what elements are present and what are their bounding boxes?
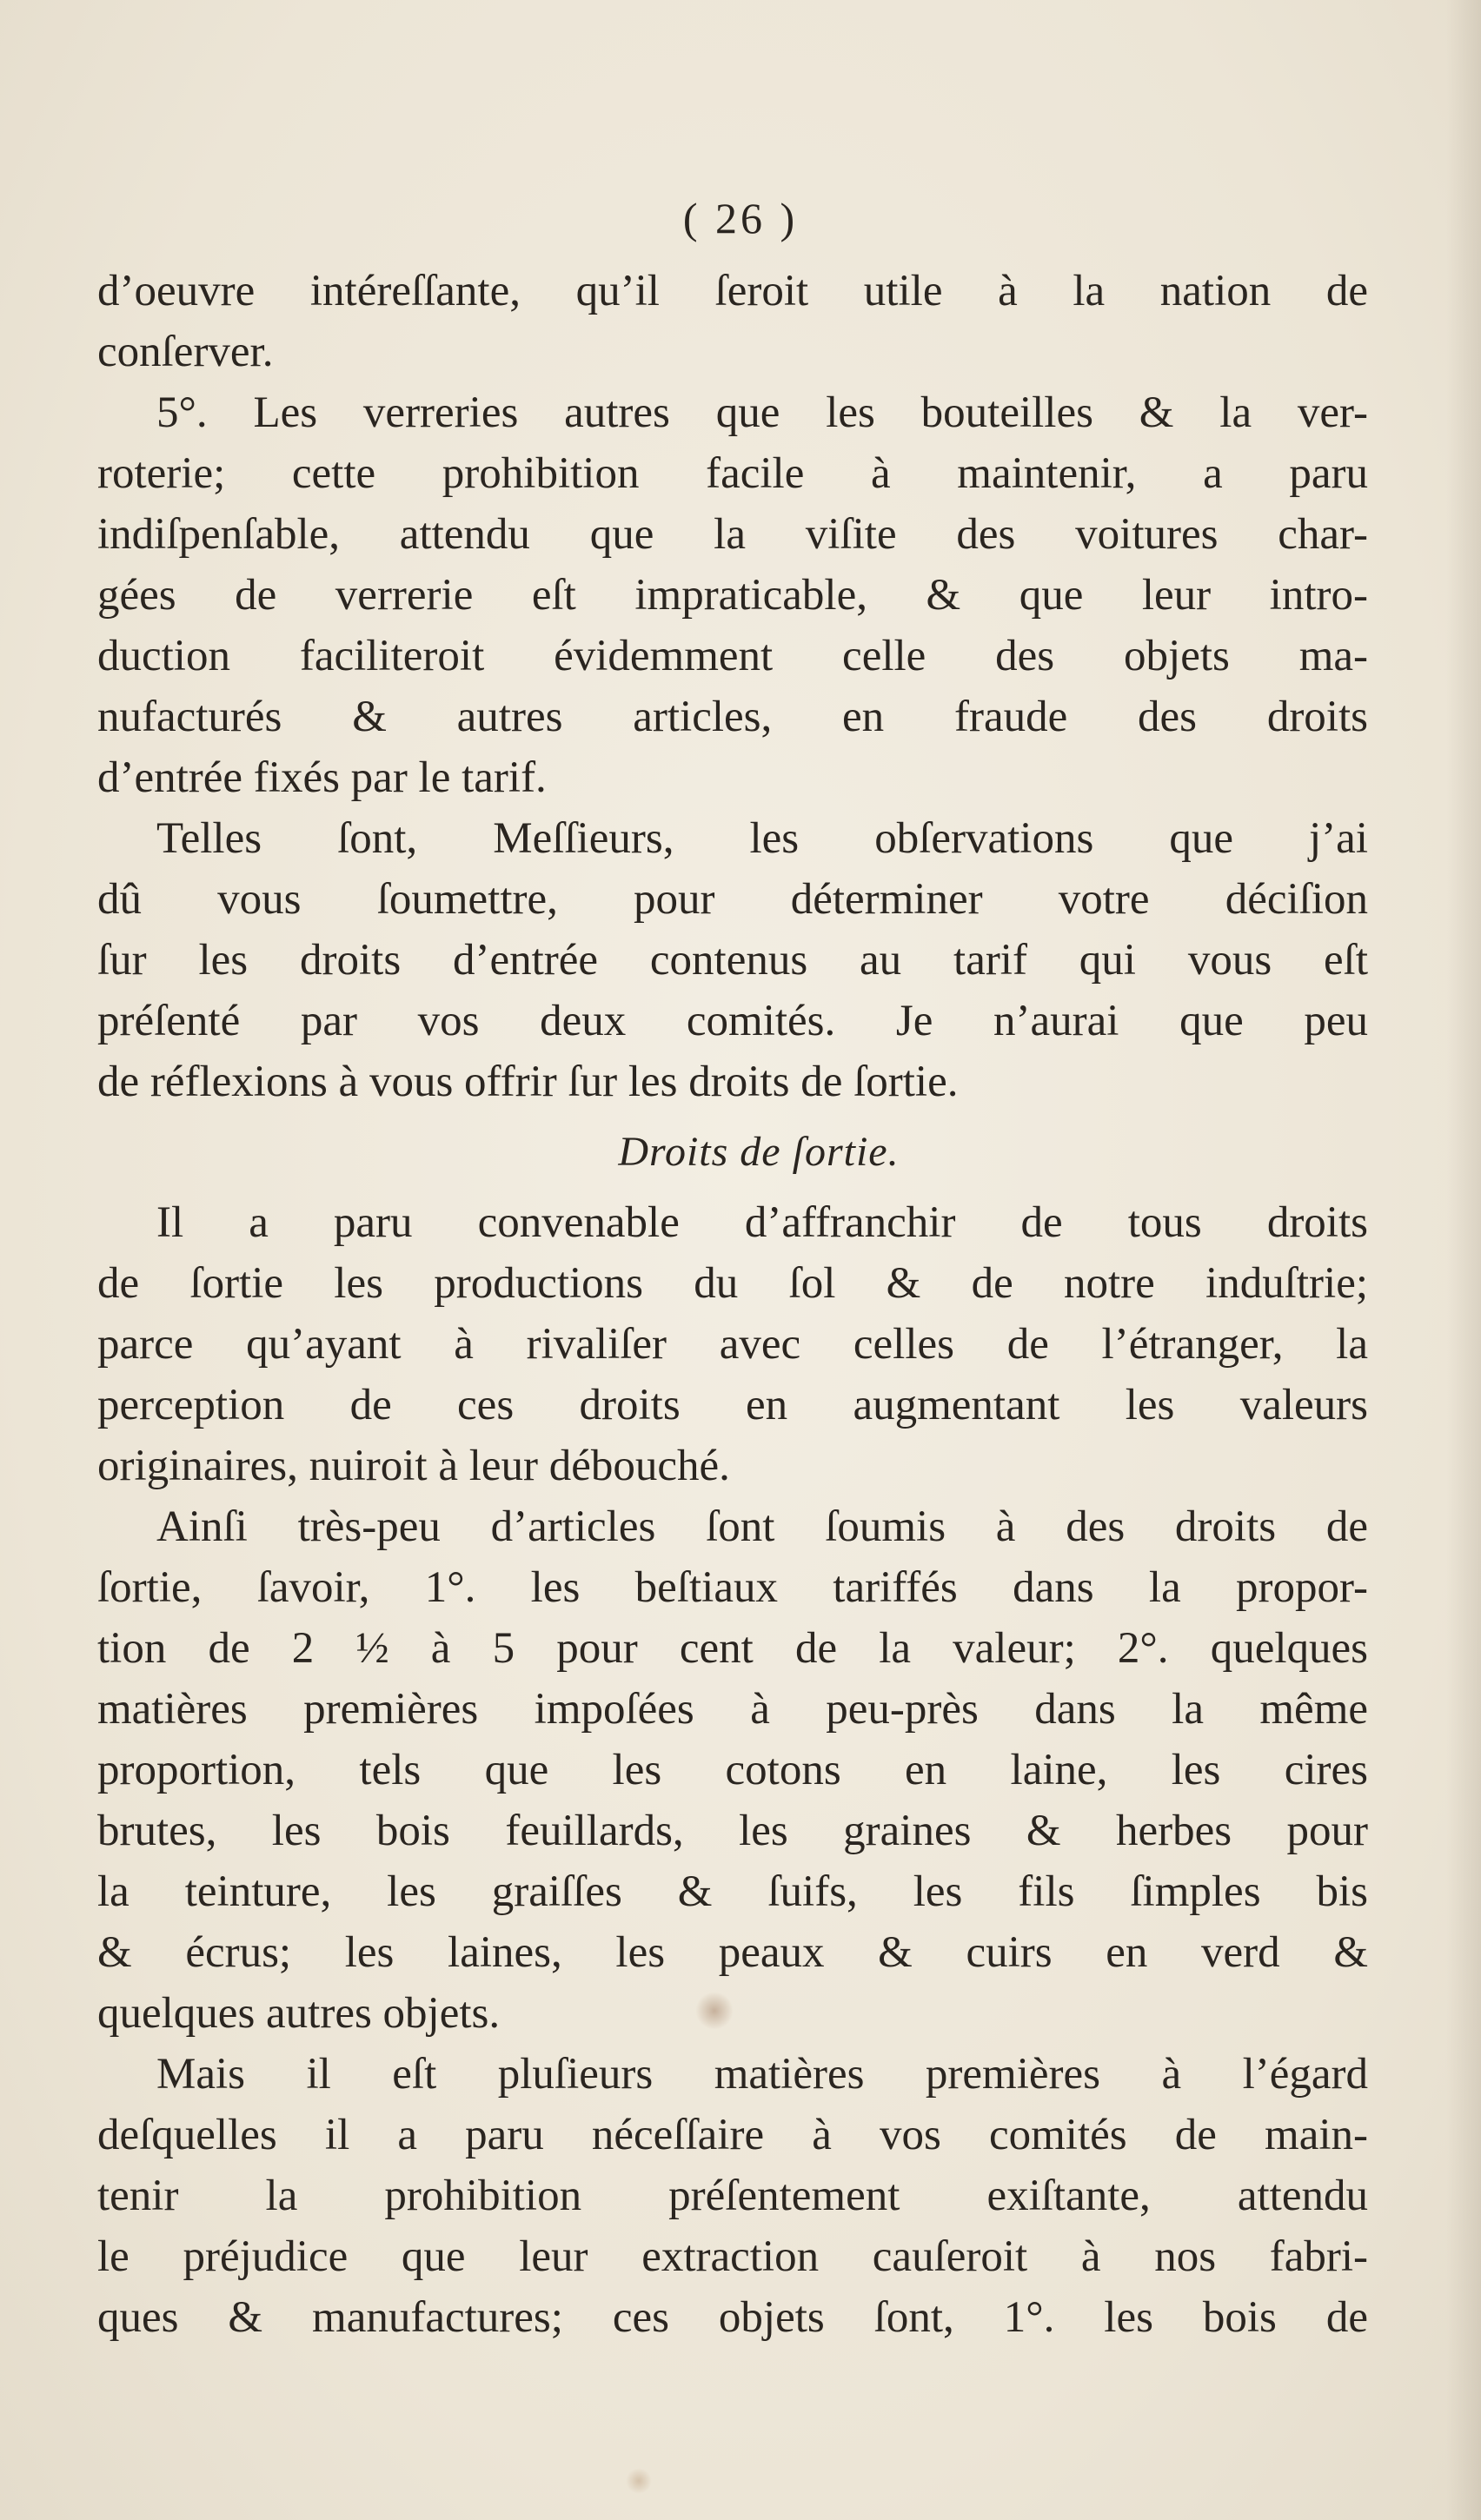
paper-foxing-spot bbox=[626, 2468, 652, 2494]
text-line: Il a paru convenable d’affranchir de tous droits bbox=[156, 1198, 1368, 1247]
page-edge-shadow bbox=[1446, 0, 1481, 2520]
text-line: préſenté par vos deux comités. Je n’aurai que peu bbox=[97, 997, 1368, 1045]
text-line: ſur les droits d’entrée contenus au tarif qui vous eſt bbox=[97, 936, 1368, 985]
text-line: 5°. Les verreries autres que les bouteilles & la ver- bbox=[156, 388, 1368, 437]
text-line: de réflexions à vous offrir ſur les droits de ſortie. bbox=[97, 1058, 959, 1106]
text-line: & écrus; les laines, les peaux & cuirs en verd & bbox=[97, 1928, 1368, 1977]
text-line: dû vous ſoumettre, pour déterminer votre déciſion bbox=[97, 875, 1368, 924]
text-line: d’oeuvre intéreſſante, qu’il ſeroit utile à la nation de bbox=[97, 267, 1368, 315]
text-line: ques & manufactures; ces objets ſont, 1°. les bois de bbox=[97, 2293, 1368, 2342]
text-line: nufacturés & autres articles, en fraude des droits bbox=[97, 693, 1368, 741]
text-line: Ainſi très-peu d’articles ſont ſoumis à des droits de bbox=[156, 1502, 1368, 1551]
text-line: Telles ſont, Meſſieurs, les obſervations que j’ai bbox=[156, 814, 1368, 863]
text-line: d’entrée fixés par le tarif. bbox=[97, 753, 547, 802]
text-line: matières premières impoſées à peu-près dans la même bbox=[97, 1685, 1368, 1734]
text-line: deſquelles il a paru néceſſaire à vos comités de main- bbox=[97, 2111, 1368, 2159]
text-line: duction faciliteroit évidemment celle des objets ma- bbox=[97, 632, 1368, 680]
page-number: ( 26 ) bbox=[682, 194, 799, 242]
text-line: la teinture, les graiſſes & ſuifs, les fils ſimples bis bbox=[97, 1867, 1368, 1916]
text-line: indiſpenſable, attendu que la viſite des voitures char- bbox=[97, 510, 1368, 559]
text-line: parce qu’ayant à rivaliſer avec celles de l’étranger, la bbox=[97, 1320, 1368, 1369]
text-line: roterie; cette prohibition facile à maintenir, a paru bbox=[97, 449, 1368, 498]
paper-stain bbox=[695, 1992, 734, 2030]
text-line: Mais il eſt pluſieurs matières premières à l’égard bbox=[156, 2050, 1368, 2099]
text-line: quelques autres objets. bbox=[97, 1989, 501, 2038]
body-text bbox=[97, 261, 1368, 2348]
text-line: tenir la prohibition préſentement exiſtante, attendu bbox=[97, 2172, 1368, 2220]
text-line: conſerver. bbox=[97, 328, 274, 376]
text-line: brutes, les bois feuillards, les graines & herbes pour bbox=[97, 1807, 1368, 1855]
text-line: originaires, nuiroit à leur débouché. bbox=[97, 1442, 730, 1490]
text-line: le préjudice que leur extraction cauſeroit à nos fabri- bbox=[97, 2232, 1368, 2281]
text-line: proportion, tels que les cotons en laine, les cires bbox=[97, 1746, 1368, 1794]
text-line: gées de verrerie eſt impraticable, & que leur intro- bbox=[97, 571, 1368, 620]
text-line: de ſortie les productions du ſol & de notre induſtrie; bbox=[97, 1259, 1368, 1308]
text-line: tion de 2 ½ à 5 pour cent de la valeur; 2°. quelques bbox=[97, 1624, 1368, 1673]
section-heading: Droits de ſortie. bbox=[618, 1129, 900, 1175]
text-line: ſortie, ſavoir, 1°. les beſtiaux tariffés dans la propor- bbox=[97, 1563, 1368, 1612]
text-line: perception de ces droits en augmentant les valeurs bbox=[97, 1381, 1368, 1429]
